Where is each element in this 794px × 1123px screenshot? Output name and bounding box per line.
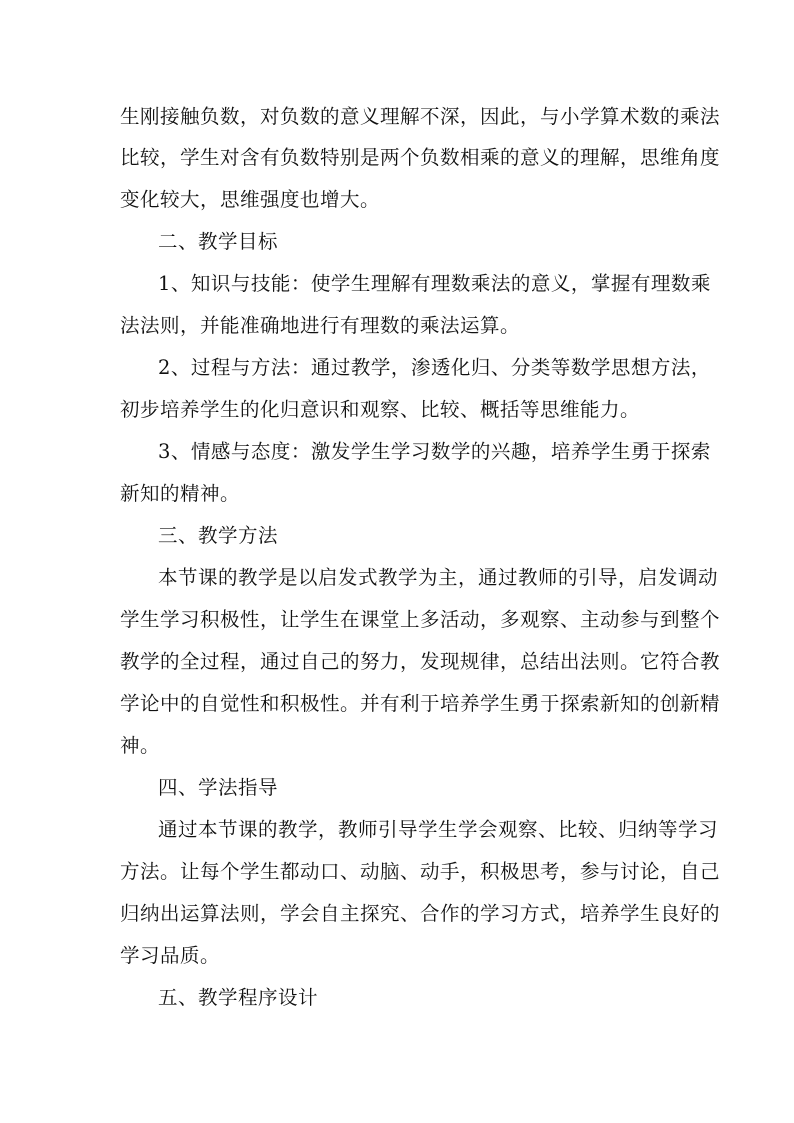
- paragraph-line: 比较，学生对含有负数特别是两个负数相乘的意义的理解，思维角度: [120, 146, 721, 169]
- paragraph-line: 法法则，并能准确地进行有理数的乘法运算。: [120, 314, 521, 337]
- paragraph-line: 1、知识与技能：使学生理解有理数乘法的意义，掌握有理数乘: [158, 272, 711, 295]
- paragraph-line: 3、情感与态度：激发学生学习数学的兴趣，培养学生勇于探索: [158, 440, 711, 463]
- paragraph-line: 生刚接触负数，对负数的意义理解不深，因此，与小学算术数的乘法: [120, 105, 721, 128]
- paragraph-line: 新知的精神。: [120, 482, 241, 505]
- paragraph-line: 神。: [120, 734, 161, 757]
- paragraph-line: 教学的全过程，通过自己的努力，发现规律，总结出法则。它符合教: [120, 650, 721, 673]
- section-heading: 四、学法指导: [158, 776, 279, 799]
- paragraph-line: 本节课的教学是以启发式教学为主，通过教师的引导，启发调动: [158, 566, 719, 589]
- paragraph-line: 初步培养学生的化归意识和观察、比较、概括等思维能力。: [120, 398, 641, 421]
- paragraph-line: 方法。让每个学生都动口、动脑、动手，积极思考，参与讨论，自己: [120, 860, 721, 883]
- paragraph-line: 学习品质。: [120, 944, 221, 967]
- paragraph-line: 2、过程与方法：通过教学，渗透化归、分类等数学思想方法，: [158, 356, 711, 379]
- paragraph-line: 学生学习积极性，让学生在课堂上多活动，多观察、主动参与到整个: [120, 608, 721, 631]
- paragraph-line: 变化较大，思维强度也增大。: [120, 188, 381, 211]
- section-heading: 二、教学目标: [158, 230, 279, 253]
- section-heading: 三、教学方法: [158, 524, 279, 547]
- paragraph-line: 通过本节课的教学，教师引导学生学会观察、比较、归纳等学习: [158, 818, 719, 841]
- paragraph-line: 归纳出运算法则，学会自主探究、合作的学习方式，培养学生良好的: [120, 902, 721, 925]
- section-heading: 五、教学程序设计: [158, 986, 319, 1009]
- paragraph-line: 学论中的自觉性和积极性。并有利于培养学生勇于探索新知的创新精: [120, 692, 721, 715]
